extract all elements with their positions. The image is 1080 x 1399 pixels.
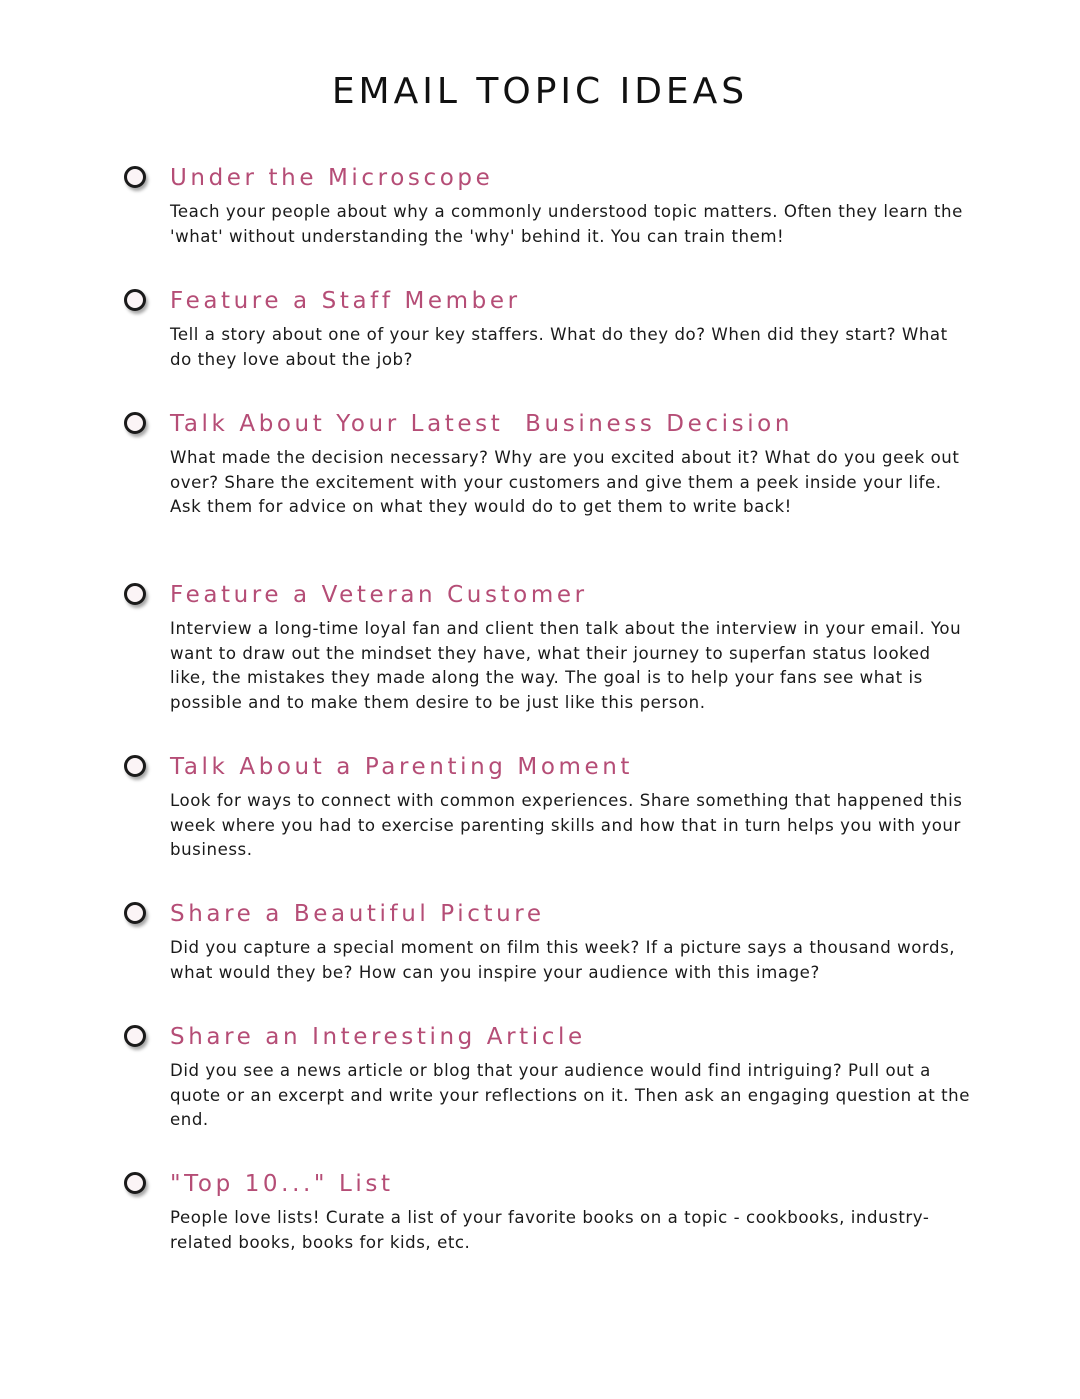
topic-description: What made the decision necessary? Why are you excited about it? What do you geek out over? Share the excitement with your customers and give them a peek inside your life. Ask them for advice on what they would do to get them to write back! (170, 448, 960, 517)
topic-heading: Share an Interesting Article (170, 1024, 586, 1050)
topic-heading: Talk About Your Latest Business Decision (170, 411, 794, 437)
checkbox-circle-icon[interactable] (124, 166, 146, 188)
checkbox-circle-icon[interactable] (124, 289, 146, 311)
topic-heading: Under the Microscope (170, 165, 494, 191)
checkbox-circle-icon[interactable] (124, 583, 146, 605)
topic-description: Did you capture a special moment on film this week? If a picture says a thousand words, what would they be? How can you inspire your audience with this image? (170, 938, 956, 982)
topic-heading: Share a Beautiful Picture (170, 901, 545, 927)
topic-description: Interview a long-time loyal fan and client then talk about the interview in your email. You want to draw out the mindset they have, what their journey to superfan status looked like, the mistakes they made along the way. The goal is to help your fans see what is possible and to make them desire to be just like this person. (170, 619, 962, 712)
topic-description: People love lists! Curate a list of your favorite books on a topic - cookbooks, industry-related books, books for kids, etc. (170, 1208, 930, 1252)
topic-heading: Feature a Veteran Customer (170, 582, 588, 608)
checkbox-circle-icon[interactable] (124, 755, 146, 777)
topic-description: Look for ways to connect with common experiences. Share something that happened this week where you had to exercise parenting skills and how that in turn helps you with your business. (170, 791, 963, 860)
checkbox-circle-icon[interactable] (124, 902, 146, 924)
checkbox-circle-icon[interactable] (124, 1025, 146, 1047)
topic-heading: Feature a Staff Member (170, 288, 521, 314)
checkbox-circle-icon[interactable] (124, 412, 146, 434)
topic-description: Tell a story about one of your key staffers. What do they do? When did they start? What do they love about the job? (170, 325, 948, 369)
topic-description: Did you see a news article or blog that your audience would find intriguing? Pull out a quote or an excerpt and write your reflections on it. Then ask an engaging question at the end. (170, 1061, 971, 1130)
checkbox-circle-icon[interactable] (124, 1172, 146, 1194)
page-title: EMAIL TOPIC IDEAS (331, 71, 749, 112)
topic-description: Teach your people about why a commonly understood topic matters. Often they learn the 'what' without understanding the 'why' behind it. You can train them! (170, 202, 963, 246)
topic-heading: "Top 10..." List (170, 1171, 394, 1197)
topic-heading: Talk About a Parenting Moment (170, 754, 634, 780)
